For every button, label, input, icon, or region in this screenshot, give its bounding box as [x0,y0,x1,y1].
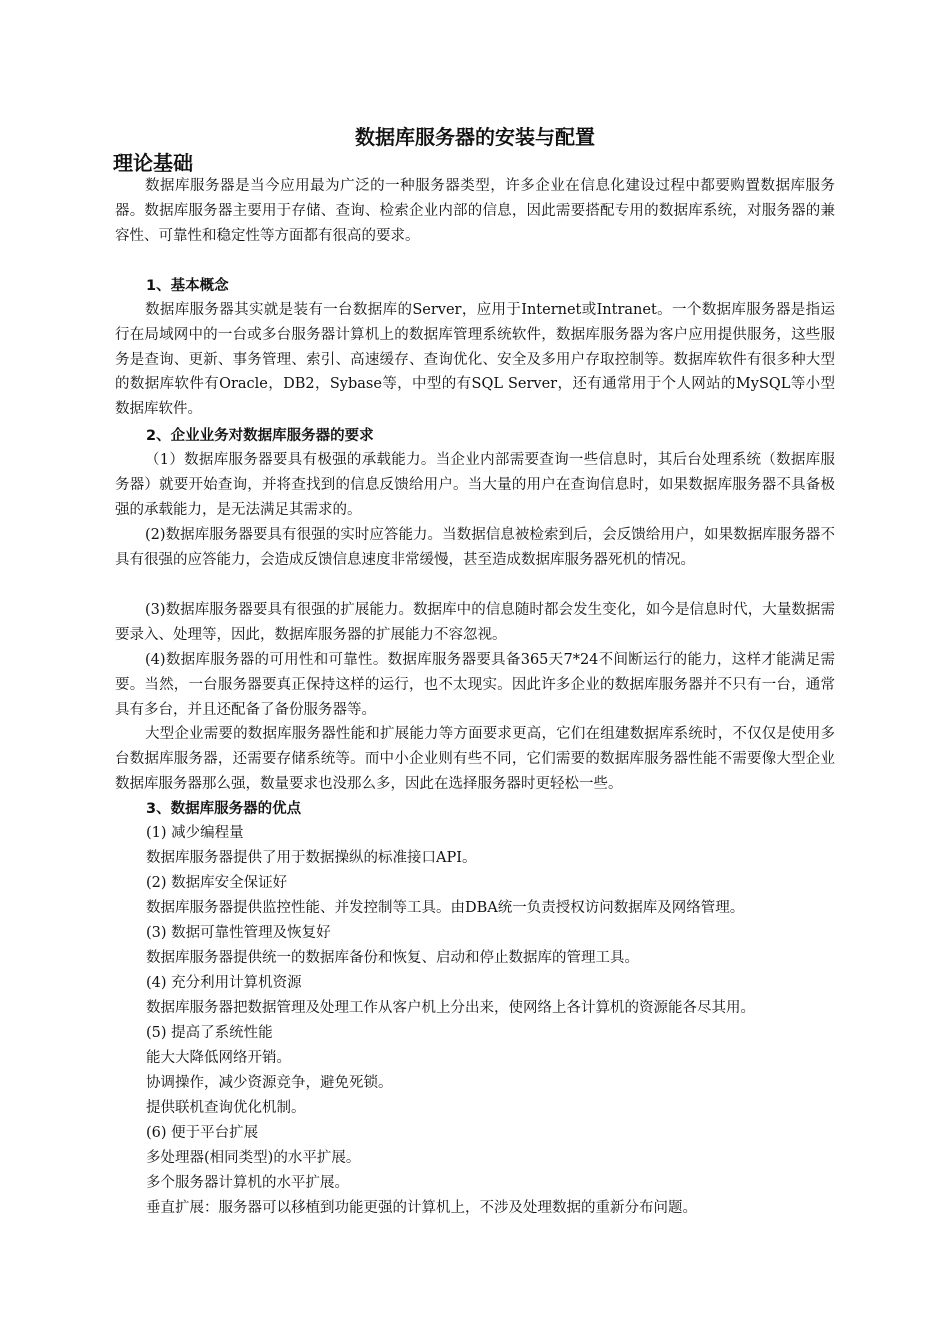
advantage-item-title: (6) 便于平台扩展 [146,1125,259,1141]
advantage-item-title: (1) 减少编程量 [146,825,244,841]
advantage-item-title: (5) 提高了系统性能 [146,1025,273,1041]
advantage-item-text: 数据库服务器提供了用于数据操纵的标准接口API。 [146,850,477,866]
advantage-item-text: 数据库服务器提供监控性能、并发控制等工具。由DBA统一负责授权访问数据库及网络管理。 [146,900,745,916]
advantage-item-text: 多个服务器计算机的水平扩展。 [146,1175,349,1191]
advantage-item-title: (3) 数据可靠性管理及恢复好 [146,925,331,941]
heading-enterprise-requirements: 2、企业业务对数据库服务器的要求 [146,428,374,444]
advantage-item-text: 数据库服务器提供统一的数据库备份和恢复、启动和停止数据库的管理工具。 [146,950,639,966]
section-heading-theory: 理论基础 [113,151,193,175]
advantage-item-text: 能大大降低网络开销。 [146,1050,291,1066]
advantage-item-title: (4) 充分利用计算机资源 [146,975,302,991]
requirement-paragraph-1: （1）数据库服务器要具有极强的承载能力。当企业内部需要查询一些信息时，其后台处理系统（数据库服务器）就要开始查询，并将查找到的信息反馈给用户。当大量的用户在查询信息时，如果数据库服务器不具备极强的承载能力，是无法满足其需求的。 [115,452,835,518]
requirement-paragraph-5: 大型企业需要的数据库服务器性能和扩展能力等方面要求更高，它们在组建数据库系统时，不仅仅是使用多台数据库服务器，还需要存储系统等。而中小企业则有些不同，它们需要的数据库服务器性能不需要像大型企业数据库服务器那么强，数量要求也没那么多，因此在选择服务器时更轻松一些。 [115,726,835,792]
heading-advantages: 3、数据库服务器的优点 [146,801,302,817]
basic-concepts-paragraph: 数据库服务器其实就是装有一台数据库的Server，应用于Internet或Intranet。一个数据库服务器是指运行在局域网中的一台或多台服务器计算机上的数据库管理系统软件，数据库服务器为客户应用提供服务，这些服务是查询、更新、事务管理、索引、高速缓存、查询优化、安全及多用户存取控制等。数据库软件有很多种大型的数据库软件有Oracle，DB2，Sybase等，中型的有SQL Server，还有通常用于个人网站的MySQL等小型数据库软件。 [115,302,835,418]
advantage-item-text: 协调操作，减少资源竞争，避免死锁。 [146,1075,393,1091]
advantage-item-title: (2) 数据库安全保证好 [146,875,288,891]
requirement-paragraph-2: (2)数据库服务器要具有很强的实时应答能力。当数据信息被检索到后，会反馈给用户，如果数据库服务器不具有很强的应答能力，会造成反馈信息速度非常缓慢，甚至造成数据库服务器死机的情况。 [115,527,835,568]
advantage-item-text: 多处理器(相同类型)的水平扩展。 [146,1150,361,1166]
heading-basic-concepts: 1、基本概念 [146,278,229,294]
requirement-paragraph-3: (3)数据库服务器要具有很强的扩展能力。数据库中的信息随时都会发生变化，如今是信息时代，大量数据需要录入、处理等，因此，数据库服务器的扩展能力不容忽视。 [115,602,835,643]
advantage-item-text: 垂直扩展：服务器可以移植到功能更强的计算机上，不涉及处理数据的重新分布问题。 [146,1200,697,1216]
advantage-item-text: 数据库服务器把数据管理及处理工作从客户机上分出来，使网络上各计算机的资源能各尽其用。 [146,1000,755,1016]
advantage-item-text: 提供联机查询优化机制。 [146,1100,306,1116]
requirement-paragraph-4: (4)数据库服务器的可用性和可靠性。数据库服务器要具备365天7*24不间断运行的能力，这样才能满足需要。当然，一台服务器要真正保持这样的运行，也不太现实。因此许多企业的数据库服务器并不只有一台，通常具有多台，并且还配备了备份服务器等。 [115,652,835,718]
document-title: 数据库服务器的安装与配置 [355,125,595,149]
intro-paragraph: 数据库服务器是当今应用最为广泛的一种服务器类型，许多企业在信息化建设过程中都要购置数据库服务器。数据库服务器主要用于存储、查询、检索企业内部的信息，因此需要搭配专用的数据库系统，对服务器的兼容性、可靠性和稳定性等方面都有很高的要求。 [115,178,835,244]
